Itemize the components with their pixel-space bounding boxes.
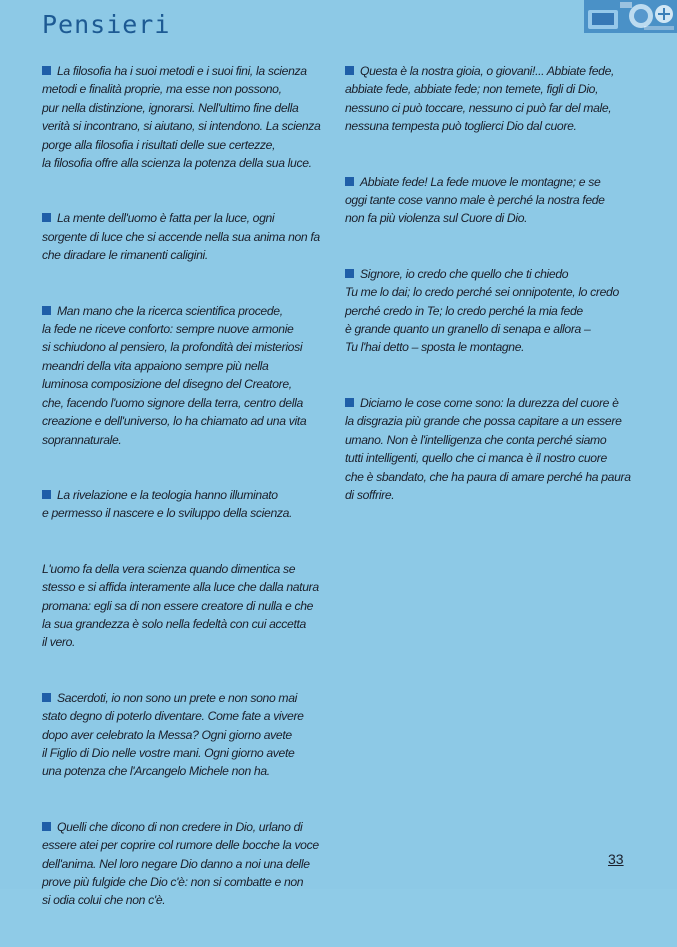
square-bullet-icon <box>42 490 51 499</box>
quote-paragraph <box>345 394 645 504</box>
quote-paragraph <box>42 818 332 910</box>
text-line <box>345 283 645 301</box>
text-line <box>42 117 332 135</box>
square-bullet-icon <box>42 213 51 222</box>
text-line <box>42 560 332 578</box>
text-line <box>42 80 332 98</box>
quote-paragraph <box>345 62 645 136</box>
text-line-content: La mente dell'uomo è fatta per la luce, ogni <box>57 211 275 226</box>
text-line <box>42 836 332 854</box>
text-line <box>345 62 645 80</box>
text-line <box>42 891 332 909</box>
square-bullet-icon <box>42 306 51 315</box>
text-line-content: Man mano che la ricerca scientifica procede, <box>57 303 283 318</box>
quote-paragraph <box>42 302 332 449</box>
right-column <box>345 62 645 541</box>
text-line <box>42 154 332 172</box>
text-line-content: dell'anima. Nel loro negare Dio danno a noi una delle <box>42 856 310 871</box>
square-bullet-icon <box>42 693 51 702</box>
text-line <box>345 338 645 356</box>
text-line-content: luminosa composizione del disegno del Creatore, <box>42 377 292 392</box>
text-line-content: verità si incontrano, si aiutano, si intendono. La scienza <box>42 119 321 134</box>
text-line-content: che diradare le rimanenti caligini. <box>42 248 208 263</box>
text-line-content: porge alla filosofia i risultati delle sue certezze, <box>42 137 276 152</box>
text-line <box>345 302 645 320</box>
text-line-content: Abbiate fede! La fede muove le montagne; e se <box>360 174 601 189</box>
text-line-content: Tu me lo dai; lo credo perché sei onnipotente, lo credo <box>345 285 619 300</box>
text-line <box>42 726 332 744</box>
text-line <box>42 209 332 227</box>
text-line <box>42 431 332 449</box>
text-line-content: umano. Non è l'intelligenza che conta perché siamo <box>345 432 607 447</box>
quote-paragraph <box>42 209 332 264</box>
text-line <box>42 597 332 615</box>
square-bullet-icon <box>345 269 354 278</box>
text-line <box>42 855 332 873</box>
text-line-content: stesso e si affida interamente alla luce che dalla natura <box>42 580 319 595</box>
text-line-content: soprannaturale. <box>42 432 122 447</box>
text-line <box>345 191 645 209</box>
text-line <box>42 62 332 80</box>
text-line <box>42 615 332 633</box>
text-line <box>345 431 645 449</box>
text-line <box>42 707 332 725</box>
text-line <box>345 173 645 191</box>
text-line-content: non fa più violenza sul Cuore di Dio. <box>345 211 528 226</box>
text-line-content: la disgrazia più grande che possa capitare a un essere <box>345 414 622 429</box>
text-line-content: il Figlio di Dio nelle vostre mani. Ogni giorno avete <box>42 745 295 760</box>
quote-paragraph <box>42 62 332 172</box>
text-line-content: meandri della vita appaiono sempre più nella <box>42 358 269 373</box>
quote-paragraph <box>42 689 332 781</box>
text-line-content: La rivelazione e la teologia hanno illuminato <box>57 487 278 502</box>
text-line <box>42 375 332 393</box>
decorative-corner-art-icon <box>584 0 677 33</box>
text-line <box>42 302 332 320</box>
square-bullet-icon <box>42 66 51 75</box>
text-line <box>42 338 332 356</box>
text-line-content: La filosofia ha i suoi metodi e i suoi fini, la scienza <box>57 64 307 78</box>
text-line-content: la sua grandezza è solo nella fedeltà con cui accetta <box>42 616 306 631</box>
text-line <box>345 486 645 504</box>
text-line <box>345 394 645 412</box>
text-line-content: nessuna tempesta può toglierci Dio dal cuore. <box>345 119 577 134</box>
quote-paragraph <box>345 173 645 228</box>
square-bullet-icon <box>42 822 51 831</box>
text-line-content: Diciamo le cose come sono: la durezza del cuore è <box>360 395 619 410</box>
text-line <box>42 689 332 707</box>
text-line <box>42 762 332 780</box>
text-line-content: creazione e dell'universo, lo ha chiamato ad una vita <box>42 414 307 429</box>
text-line-content: Questa è la nostra gioia, o giovani!... Abbiate fede, <box>360 64 615 78</box>
quote-paragraph <box>42 486 332 523</box>
text-line-content: Signore, io credo che quello che ti chiedo <box>360 266 569 281</box>
left-column <box>42 62 332 947</box>
text-line-content: è grande quanto un granello di senapa e allora – <box>345 322 591 337</box>
text-line <box>345 99 645 117</box>
text-line <box>345 412 645 430</box>
text-line <box>42 246 332 264</box>
text-line-content: che è sbandato, che ha paura di amare perché ha paura <box>345 469 631 484</box>
text-line-content: una potenza che l'Arcangelo Michele non ha. <box>42 764 270 779</box>
text-line <box>345 320 645 338</box>
text-line <box>42 136 332 154</box>
text-line-content: oggi tante cose vanno male è perché la nostra fede <box>345 193 605 208</box>
text-line-content: il vero. <box>42 635 76 650</box>
page-number: 33 <box>608 851 624 867</box>
text-line-content: sorgente di luce che si accende nella sua anima non fa <box>42 229 320 244</box>
page-title: Pensieri <box>42 10 171 39</box>
text-line-content: essere atei per coprire col rumore delle bocche la voce <box>42 838 319 853</box>
text-line <box>345 449 645 467</box>
text-line <box>42 633 332 651</box>
text-line <box>42 578 332 596</box>
text-line-content: si schiudono al pensiero, la profondità dei misteriosi <box>42 340 303 355</box>
quote-paragraph <box>42 560 332 652</box>
text-line <box>42 504 332 522</box>
text-line-content: nessuno ci può toccare, nessuno ci può far del male, <box>345 100 612 115</box>
text-line <box>345 80 645 98</box>
text-line <box>345 117 645 135</box>
square-bullet-icon <box>345 177 354 186</box>
text-line <box>42 357 332 375</box>
text-line-content: pur nella distinzione, ignorarsi. Nell'ultimo fine della <box>42 100 299 115</box>
text-line <box>42 412 332 430</box>
text-line-content: Quelli che dicono di non credere in Dio, urlano di <box>57 819 303 834</box>
text-line-content: perché credo in Te; lo credo perché la mia fede <box>345 303 583 318</box>
text-line-content: L'uomo fa della vera scienza quando dimentica se <box>42 561 296 576</box>
text-line <box>42 486 332 504</box>
text-line-content: dopo aver celebrato la Messa? Ogni giorno avete <box>42 727 292 742</box>
text-line-content: abbiate fede, abbiate fede; non temete, figli di Dio, <box>345 82 599 97</box>
text-line-content: prove più fulgide che Dio c'è: non si combatte e non <box>42 875 304 889</box>
square-bullet-icon <box>345 398 354 407</box>
text-line-content: di soffrire. <box>345 487 395 502</box>
quote-paragraph <box>345 265 645 357</box>
text-line-content: la filosofia offre alla scienza la potenza della sua luce. <box>42 156 312 171</box>
text-line-content: promana: egli sa di non essere creatore di nulla e che <box>42 598 314 613</box>
text-line-content: tutti intelligenti, quello che ci manca è il nostro cuore <box>345 451 607 466</box>
text-line-content: che, facendo l'uomo signore della terra, centro della <box>42 395 303 410</box>
text-line <box>42 744 332 762</box>
text-line-content: e permesso il nascere e lo sviluppo della scienza. <box>42 506 293 521</box>
text-line-content: si odia colui che non c'è. <box>42 893 166 908</box>
text-line <box>345 209 645 227</box>
text-line <box>42 394 332 412</box>
text-line <box>42 228 332 246</box>
text-line <box>42 818 332 836</box>
text-line-content: Sacerdoti, io non sono un prete e non sono mai <box>57 690 298 705</box>
text-line <box>42 99 332 117</box>
text-line-content: Tu l'hai detto – sposta le montagne. <box>345 340 525 355</box>
square-bullet-icon <box>345 66 354 75</box>
text-line-content: la fede ne riceve conforto: sempre nuove armonie <box>42 322 294 337</box>
text-line <box>42 320 332 338</box>
text-line <box>345 468 645 486</box>
text-line <box>345 265 645 283</box>
text-line-content: stato degno di poterlo diventare. Come fate a vivere <box>42 709 304 724</box>
text-line <box>42 873 332 891</box>
text-line-content: metodi e finalità proprie, ma esse non possono, <box>42 82 282 97</box>
